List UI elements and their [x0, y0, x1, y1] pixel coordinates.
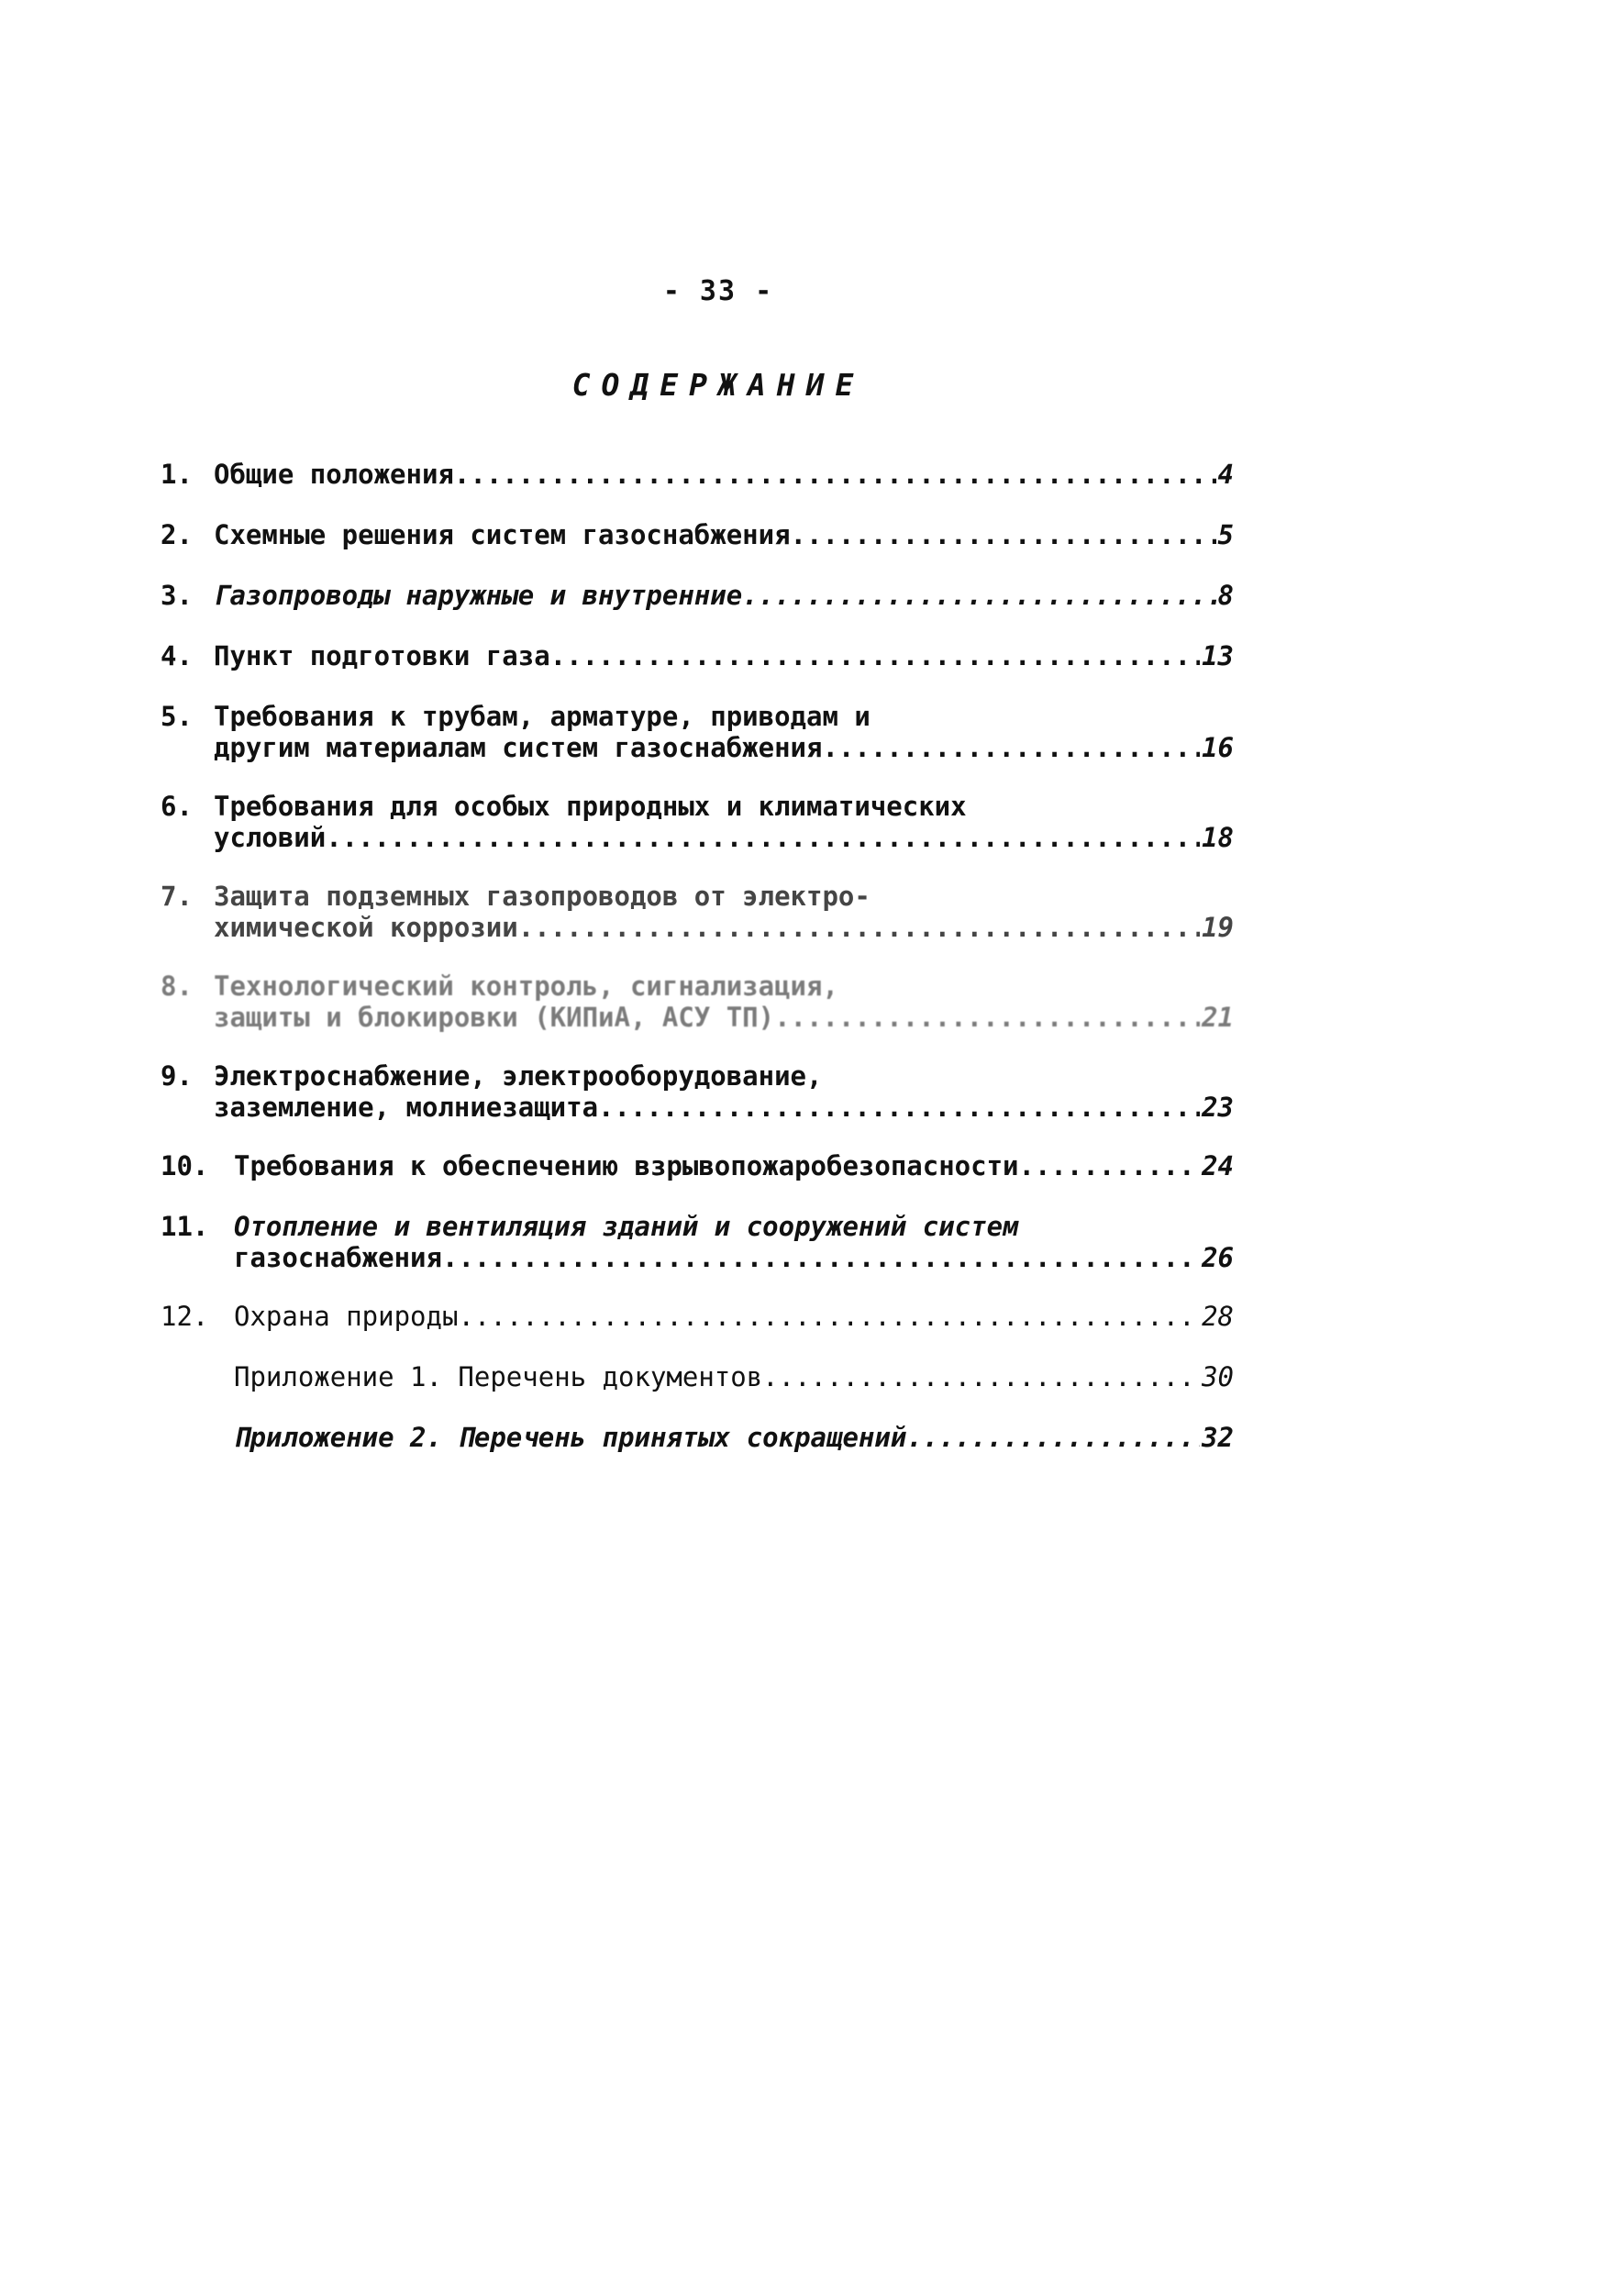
toc-entry-3[interactable]	[161, 580, 1234, 611]
toc-leader-dots	[550, 640, 1200, 671]
toc-title: Схемные решения систем газоснабжения	[214, 519, 791, 550]
toc-entry-12[interactable]	[161, 1301, 1234, 1332]
toc-title: Общие положения	[214, 459, 454, 490]
toc-page-number: 30	[1202, 1361, 1234, 1392]
toc-leader-dots	[791, 519, 1216, 550]
toc-number: 8.	[161, 971, 193, 1002]
toc-page-number: 32	[1202, 1422, 1234, 1453]
toc-page-number: 21	[1202, 1002, 1234, 1033]
toc-page-number: 28	[1202, 1301, 1234, 1332]
toc-number: 7.	[161, 881, 193, 912]
toc-entry-7[interactable]	[161, 881, 1234, 943]
toc-leader-dots	[774, 1002, 1200, 1033]
toc-number: 12.	[161, 1301, 209, 1332]
toc-leader-dots	[1019, 1150, 1201, 1181]
toc-leader-dots	[598, 1092, 1200, 1123]
toc-leader-dots	[742, 580, 1215, 611]
toc-leader-dots	[906, 1422, 1200, 1453]
toc-leader-dots	[454, 459, 1216, 490]
toc-number: 6.	[161, 791, 193, 822]
toc-entry-8[interactable]	[161, 971, 1234, 1033]
toc-leader-dots	[326, 822, 1200, 853]
toc-page-number: 8	[1217, 580, 1234, 611]
toc-entry-appendix-1[interactable]	[161, 1361, 1234, 1392]
toc-leader-dots	[822, 732, 1200, 763]
toc-number: 2.	[161, 519, 193, 550]
toc-number: 1.	[161, 459, 193, 490]
toc-number: 5.	[161, 701, 193, 732]
toc-number: 11.	[161, 1211, 209, 1242]
toc-number: 3.	[161, 580, 193, 611]
table-of-contents	[161, 459, 1234, 1482]
document-title: СОДЕРЖАНИЕ	[571, 367, 865, 403]
toc-entry-appendix-2[interactable]	[161, 1422, 1234, 1453]
toc-page-number: 23	[1202, 1092, 1234, 1123]
toc-entry-5[interactable]	[161, 701, 1234, 763]
toc-leader-dots	[458, 1301, 1200, 1332]
toc-leader-dots	[762, 1361, 1200, 1392]
toc-title-line: защиты и блокировки (КИПиА, АСУ ТП)	[214, 1002, 775, 1033]
toc-entry-2[interactable]	[161, 519, 1234, 550]
toc-title-line: Защита подземных газопроводов от электро-	[214, 881, 871, 912]
toc-title-line: условий	[214, 822, 327, 853]
toc-title-line: Требования к трубам, арматуре, приводам и	[214, 701, 871, 732]
toc-title-line: химической коррозии	[214, 912, 518, 943]
toc-title: Приложение 1. Перечень документов	[234, 1361, 763, 1392]
toc-number: 9.	[161, 1060, 193, 1092]
toc-title-line: газоснабжения	[234, 1242, 442, 1273]
toc-title-line: Отопление и вентиляция зданий и сооружений систем	[234, 1211, 1019, 1242]
toc-page-number: 5	[1217, 519, 1234, 550]
toc-number: 4.	[161, 640, 193, 671]
toc-entry-10[interactable]	[161, 1150, 1234, 1181]
toc-entry-4[interactable]	[161, 640, 1234, 671]
toc-page-number: 26	[1202, 1242, 1234, 1273]
toc-title-line: Требования для особых природных и климатических	[214, 791, 967, 822]
toc-title: Требования к обеспечению взрывопожаробезопасности	[234, 1150, 1019, 1181]
toc-page-number: 13	[1202, 640, 1234, 671]
toc-page-number: 19	[1202, 912, 1234, 943]
toc-leader-dots	[518, 912, 1200, 943]
toc-title: Охрана природы	[234, 1301, 459, 1332]
toc-page-number: 4	[1217, 459, 1234, 490]
page-number: - 33 -	[662, 275, 774, 307]
toc-number: 10.	[161, 1150, 209, 1181]
toc-entry-6[interactable]	[161, 791, 1234, 853]
toc-entry-11[interactable]	[161, 1211, 1234, 1273]
toc-title: Пункт подготовки газа	[214, 640, 550, 671]
toc-title-line: другим материалам систем газоснабжения	[214, 732, 823, 763]
toc-entry-1[interactable]	[161, 459, 1234, 490]
toc-page-number: 18	[1202, 822, 1234, 853]
toc-title-line: Технологический контроль, сигнализация,	[214, 971, 838, 1002]
toc-title: Приложение 2. Перечень принятых сокращений	[234, 1422, 907, 1453]
toc-title: Газопроводы наружные и внутренние	[214, 580, 743, 611]
toc-leader-dots	[442, 1242, 1200, 1273]
toc-page-number: 16	[1202, 732, 1234, 763]
toc-title-line: Электроснабжение, электрооборудование,	[214, 1060, 823, 1092]
toc-title-line: заземление, молниезащита	[214, 1092, 599, 1123]
toc-page-number: 24	[1202, 1150, 1234, 1181]
toc-entry-9[interactable]	[161, 1060, 1234, 1123]
